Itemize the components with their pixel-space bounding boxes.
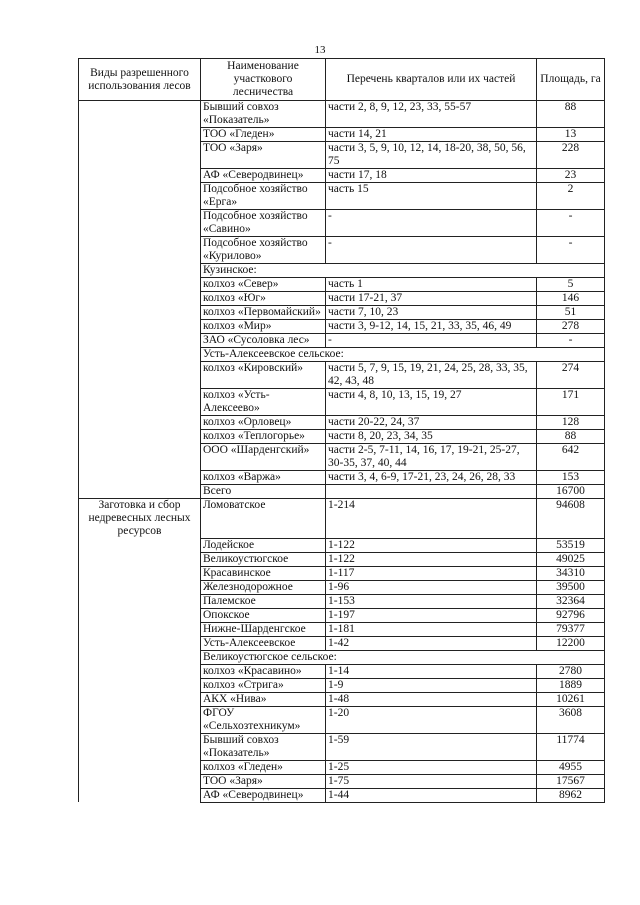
table-row	[79, 444, 605, 471]
header-row	[79, 59, 605, 101]
quarters-cell: 1-20	[326, 706, 537, 733]
forestry-name-cell: Подсобное хозяйство «Ерга»	[201, 183, 326, 210]
forestry-name-cell: ТОО «Заря»	[201, 774, 326, 788]
forestry-name-cell: колхоз «Варжа»	[201, 471, 326, 485]
area-cell: 49025	[537, 552, 605, 566]
forestry-name-cell: Опокское	[201, 608, 326, 622]
area-cell: 4955	[537, 760, 605, 774]
area-cell: 79377	[537, 622, 605, 636]
quarters-cell: 1-25	[326, 760, 537, 774]
area-cell: 23	[537, 169, 605, 183]
table-row	[79, 430, 605, 444]
quarters-cell	[326, 485, 537, 499]
use-type-cell-empty	[79, 348, 201, 362]
use-type-cell-empty	[79, 485, 201, 499]
quarters-cell: части 3, 5, 9, 10, 12, 14, 18-20, 38, 50, 56, 75	[326, 142, 537, 169]
table-row	[79, 788, 605, 802]
quarters-cell: 1-153	[326, 594, 537, 608]
table-row	[79, 416, 605, 430]
quarters-cell: 1-42	[326, 636, 537, 650]
quarters-cell: 1-48	[326, 692, 537, 706]
area-cell: -	[537, 334, 605, 348]
forestry-name-cell: колхоз «Север»	[201, 278, 326, 292]
area-cell: 171	[537, 389, 605, 416]
area-cell: 1889	[537, 678, 605, 692]
table-row	[79, 664, 605, 678]
quarters-cell: 1-96	[326, 580, 537, 594]
quarters-cell: 1-59	[326, 733, 537, 760]
quarters-cell: части 3, 9-12, 14, 15, 21, 33, 35, 46, 49	[326, 320, 537, 334]
table-row	[79, 678, 605, 692]
table-row	[79, 636, 605, 650]
quarters-cell: части 4, 8, 10, 13, 15, 19, 27	[326, 389, 537, 416]
forestry-name-cell: колхоз «Усть-Алексеево»	[201, 389, 326, 416]
use-type-cell-empty	[79, 608, 201, 622]
forestry-name-cell: колхоз «Юг»	[201, 292, 326, 306]
forestry-name-cell: Великоустюгское	[201, 552, 326, 566]
table-row	[79, 278, 605, 292]
forestry-name-cell: колхоз «Стрига»	[201, 678, 326, 692]
forestry-name-cell: колхоз «Гледен»	[201, 760, 326, 774]
use-type-cell-empty	[79, 169, 201, 183]
quarters-cell: части 5, 7, 9, 15, 19, 21, 24, 25, 28, 33, 35, 42, 43, 48	[326, 362, 537, 389]
area-cell: 153	[537, 471, 605, 485]
quarters-cell: 1-117	[326, 566, 537, 580]
area-cell: -	[537, 210, 605, 237]
table-row	[79, 101, 605, 128]
forestry-name-cell: Подсобное хозяйство «Курилово»	[201, 237, 326, 264]
use-type-cell-empty	[79, 706, 201, 733]
use-type-cell-empty	[79, 416, 201, 430]
area-cell: 228	[537, 142, 605, 169]
quarters-cell: 1-75	[326, 774, 537, 788]
use-type-cell-empty	[79, 306, 201, 320]
forestry-name-cell: Усть-Алексеевское	[201, 636, 326, 650]
use-type-cell-empty	[79, 692, 201, 706]
use-type-cell-empty	[79, 594, 201, 608]
use-type-cell-empty	[79, 774, 201, 788]
table-row	[79, 566, 605, 580]
quarters-cell: 1-122	[326, 538, 537, 552]
quarters-cell: части 17, 18	[326, 169, 537, 183]
table-row	[79, 362, 605, 389]
forestry-name-cell: Бывший совхоз «Показатель»	[201, 733, 326, 760]
use-type-cell-empty	[79, 389, 201, 416]
area-cell: 17567	[537, 774, 605, 788]
header-forestry-name: Наименование участкового лесничества	[201, 59, 326, 101]
use-type-cell-empty	[79, 101, 201, 128]
use-type-cell-empty	[79, 788, 201, 802]
quarters-cell: 1-181	[326, 622, 537, 636]
table-row	[79, 348, 605, 362]
quarters-cell: 1-122	[326, 552, 537, 566]
use-type-cell-empty	[79, 566, 201, 580]
quarters-cell: часть 15	[326, 183, 537, 210]
area-cell: 8962	[537, 788, 605, 802]
table-row	[79, 622, 605, 636]
quarters-cell: 1-44	[326, 788, 537, 802]
forestry-name-cell: колхоз «Первомайский»	[201, 306, 326, 320]
use-type-cell-empty	[79, 471, 201, 485]
forestry-name-cell: колхоз «Кировский»	[201, 362, 326, 389]
table-row	[79, 499, 605, 539]
area-cell: 13	[537, 128, 605, 142]
quarters-cell: части 17-21, 37	[326, 292, 537, 306]
table-row	[79, 538, 605, 552]
forest-use-table	[78, 58, 605, 803]
use-type-cell-empty	[79, 142, 201, 169]
forestry-name-cell: ТОО «Заря»	[201, 142, 326, 169]
area-cell: 2	[537, 183, 605, 210]
header-area: Площадь, га	[537, 59, 605, 101]
use-type-cell-empty	[79, 237, 201, 264]
use-type-cell-empty	[79, 320, 201, 334]
area-cell: 128	[537, 416, 605, 430]
use-type-cell-empty	[79, 636, 201, 650]
forestry-name-cell: Красавинское	[201, 566, 326, 580]
table-row	[79, 292, 605, 306]
use-type-cell-empty	[79, 650, 201, 664]
quarters-cell: части 3, 4, 6-9, 17-21, 23, 24, 26, 28, 33	[326, 471, 537, 485]
forestry-name-cell: колхоз «Красавино»	[201, 664, 326, 678]
table-row	[79, 128, 605, 142]
area-cell: 278	[537, 320, 605, 334]
area-cell: 16700	[537, 485, 605, 499]
use-type-cell-empty	[79, 128, 201, 142]
use-type-cell-empty	[79, 210, 201, 237]
quarters-cell: части 7, 10, 23	[326, 306, 537, 320]
forestry-name-cell: Бывший совхоз «Показатель»	[201, 101, 326, 128]
use-type-cell-empty	[79, 538, 201, 552]
table-row	[79, 237, 605, 264]
table-row	[79, 320, 605, 334]
area-cell: -	[537, 237, 605, 264]
table-row	[79, 306, 605, 320]
area-cell: 642	[537, 444, 605, 471]
subgroup-heading: Великоустюгское сельское:	[201, 650, 605, 664]
use-type-cell-empty	[79, 733, 201, 760]
forestry-name-cell: колхоз «Орловец»	[201, 416, 326, 430]
use-type-cell-empty	[79, 183, 201, 210]
area-cell: 39500	[537, 580, 605, 594]
area-cell: 3608	[537, 706, 605, 733]
area-cell: 51	[537, 306, 605, 320]
table-row	[79, 485, 605, 499]
subgroup-heading: Усть-Алексеевское сельское:	[201, 348, 605, 362]
forestry-name-cell: Железнодорожное	[201, 580, 326, 594]
table-row	[79, 608, 605, 622]
area-cell: 88	[537, 101, 605, 128]
forestry-name-cell: АФ «Северодвинец»	[201, 788, 326, 802]
table-row	[79, 334, 605, 348]
table-row	[79, 471, 605, 485]
area-cell: 92796	[537, 608, 605, 622]
use-type-cell-empty	[79, 760, 201, 774]
quarters-cell: части 8, 20, 23, 34, 35	[326, 430, 537, 444]
table-row	[79, 650, 605, 664]
area-cell: 5	[537, 278, 605, 292]
use-type-cell-empty	[79, 430, 201, 444]
subgroup-heading: Кузинское:	[201, 264, 605, 278]
quarters-cell: 1-9	[326, 678, 537, 692]
forestry-name-cell: Палемское	[201, 594, 326, 608]
quarters-cell: -	[326, 334, 537, 348]
table-row	[79, 733, 605, 760]
forestry-name-cell: АФ «Северодвинец»	[201, 169, 326, 183]
table-row	[79, 142, 605, 169]
forestry-name-cell: колхоз «Теплогорье»	[201, 430, 326, 444]
table-row	[79, 594, 605, 608]
forestry-name-cell: Всего	[201, 485, 326, 499]
forestry-name-cell: ТОО «Гледен»	[201, 128, 326, 142]
table-row	[79, 183, 605, 210]
use-type-cell-empty	[79, 264, 201, 278]
forestry-name-cell: ФГОУ «Сельхозтехникум»	[201, 706, 326, 733]
area-cell: 32364	[537, 594, 605, 608]
table-row	[79, 760, 605, 774]
table-row	[79, 580, 605, 594]
quarters-cell: части 20-22, 24, 37	[326, 416, 537, 430]
quarters-cell: 1-14	[326, 664, 537, 678]
header-quarters-list: Перечень кварталов или их частей	[326, 59, 537, 101]
quarters-cell: часть 1	[326, 278, 537, 292]
use-type-cell-empty	[79, 664, 201, 678]
area-cell: 94608	[537, 499, 605, 539]
area-cell: 146	[537, 292, 605, 306]
forestry-name-cell: Подсобное хозяйство «Савино»	[201, 210, 326, 237]
table-row	[79, 264, 605, 278]
area-cell: 10261	[537, 692, 605, 706]
quarters-cell: 1-214	[326, 499, 537, 539]
forestry-name-cell: Ломоватское	[201, 499, 326, 539]
forestry-name-cell: АКХ «Нива»	[201, 692, 326, 706]
table-row	[79, 210, 605, 237]
quarters-cell: части 14, 21	[326, 128, 537, 142]
header-use-type: Виды разрешенного использования лесов	[79, 59, 201, 101]
use-type-cell-empty	[79, 444, 201, 471]
quarters-cell: -	[326, 237, 537, 264]
quarters-cell: -	[326, 210, 537, 237]
table-row	[79, 389, 605, 416]
quarters-cell: 1-197	[326, 608, 537, 622]
forestry-name-cell: Нижне-Шарденгское	[201, 622, 326, 636]
quarters-cell: части 2-5, 7-11, 14, 16, 17, 19-21, 25-27, 30-35, 37, 40, 44	[326, 444, 537, 471]
quarters-cell: части 2, 8, 9, 12, 23, 33, 55-57	[326, 101, 537, 128]
area-cell: 2780	[537, 664, 605, 678]
use-type-cell-empty	[79, 622, 201, 636]
area-cell: 53519	[537, 538, 605, 552]
forestry-name-cell: ЗАО «Сусоловка лес»	[201, 334, 326, 348]
area-cell: 88	[537, 430, 605, 444]
table-row	[79, 169, 605, 183]
use-type-cell-empty	[79, 678, 201, 692]
area-cell: 34310	[537, 566, 605, 580]
forestry-name-cell: Лодейское	[201, 538, 326, 552]
table-row	[79, 706, 605, 733]
forestry-name-cell: ООО «Шарденгский»	[201, 444, 326, 471]
table-row	[79, 774, 605, 788]
table-row	[79, 692, 605, 706]
use-type-cell-empty	[79, 292, 201, 306]
use-type-cell-empty	[79, 552, 201, 566]
table-row	[79, 552, 605, 566]
forestry-name-cell: колхоз «Мир»	[201, 320, 326, 334]
use-type-cell-empty	[79, 362, 201, 389]
page-number: 13	[314, 44, 326, 56]
use-type-cell: Заготовка и сбор недревесных лесных ресурсов	[79, 499, 201, 539]
use-type-cell-empty	[79, 580, 201, 594]
area-cell: 274	[537, 362, 605, 389]
use-type-cell-empty	[79, 334, 201, 348]
area-cell: 12200	[537, 636, 605, 650]
area-cell: 11774	[537, 733, 605, 760]
use-type-cell-empty	[79, 278, 201, 292]
